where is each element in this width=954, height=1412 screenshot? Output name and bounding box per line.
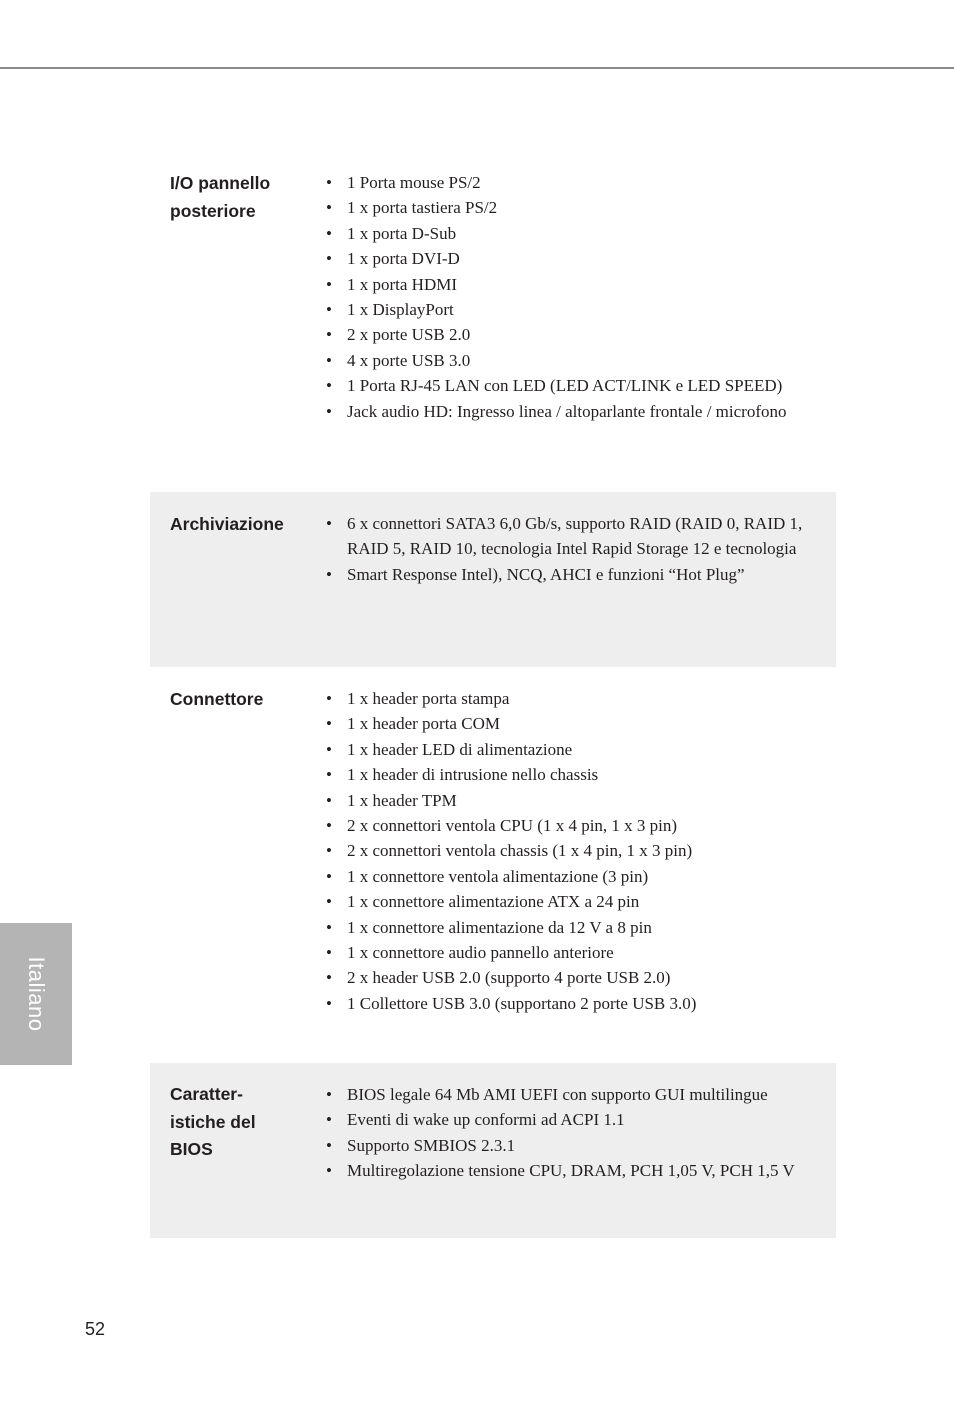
spec-item-text: 1 Porta RJ-45 LAN con LED (LED ACT/LINK e LED SPEED) bbox=[347, 376, 783, 396]
spec-item-text: 1 x header TPM bbox=[347, 790, 457, 810]
bullet-icon: • bbox=[326, 376, 332, 396]
section-label: Caratter- istiche del BIOS bbox=[170, 1084, 256, 1159]
spec-item bbox=[150, 1158, 815, 1183]
bullet-icon: • bbox=[326, 816, 332, 836]
spec-item-text: 1 x header di intrusione nello chassis bbox=[347, 765, 599, 785]
bullet-icon: • bbox=[326, 739, 332, 759]
spec-item bbox=[150, 322, 815, 347]
bullet-icon: • bbox=[326, 892, 332, 912]
bullet-icon: • bbox=[326, 274, 332, 294]
bullet-icon: • bbox=[326, 198, 332, 218]
spec-item bbox=[150, 272, 815, 297]
spec-item-text: Jack audio HD: Ingresso linea / altoparlante frontale / microfono bbox=[347, 401, 787, 421]
language-tab-label: Italiano bbox=[24, 956, 49, 1032]
spec-item-text: 6 x connettori SATA3 6,0 Gb/s, supporto RAID (RAID 0, RAID 1, RAID 5, RAID 10, tecnologia Intel Rapid Storage 12 e tecnologia bbox=[347, 514, 803, 559]
spec-item bbox=[150, 737, 815, 762]
spec-item bbox=[150, 762, 815, 787]
spec-item-text: 1 x porta tastiera PS/2 bbox=[347, 198, 498, 218]
spec-item-text: 4 x porte USB 3.0 bbox=[347, 350, 471, 370]
spec-item-text: 2 x porte USB 2.0 bbox=[347, 325, 471, 345]
spec-item-text: 1 x connettore ventola alimentazione (3 pin) bbox=[347, 866, 649, 886]
spec-item-text: 1 x DisplayPort bbox=[347, 300, 454, 320]
page-number: 52 bbox=[85, 1319, 106, 1339]
bullet-icon: • bbox=[326, 993, 332, 1013]
bullet-icon: • bbox=[326, 223, 332, 243]
spec-item-text: 2 x header USB 2.0 (supporto 4 porte USB 2.0) bbox=[347, 968, 671, 988]
spec-item bbox=[150, 511, 815, 562]
bullet-icon: • bbox=[326, 917, 332, 937]
spec-item bbox=[150, 889, 815, 914]
language-tab bbox=[0, 923, 72, 1065]
spec-item bbox=[150, 940, 815, 965]
spec-item bbox=[150, 1082, 815, 1107]
spec-item-text: 1 x connettore audio pannello anteriore bbox=[347, 943, 614, 963]
bullet-icon: • bbox=[326, 1161, 332, 1181]
section-connectors bbox=[150, 686, 836, 1026]
bullet-icon: • bbox=[326, 350, 332, 370]
spec-item-text: 2 x connettori ventola chassis (1 x 4 pin, 1 x 3 pin) bbox=[347, 841, 693, 861]
bullet-icon: • bbox=[326, 1135, 332, 1155]
spec-list bbox=[150, 511, 815, 587]
spec-item bbox=[150, 838, 815, 863]
section-io-panel bbox=[150, 170, 836, 460]
bullet-icon: • bbox=[326, 173, 332, 192]
bullet-icon: • bbox=[326, 765, 332, 785]
spec-item-text: 1 x porta HDMI bbox=[347, 274, 458, 294]
spec-item-text: 1 x porta DVI-D bbox=[347, 249, 460, 269]
bullet-icon: • bbox=[326, 1110, 332, 1130]
bullet-icon: • bbox=[326, 866, 332, 886]
bullet-icon: • bbox=[326, 401, 332, 421]
spec-item-text: 1 x connettore alimentazione da 12 V a 8 pin bbox=[347, 917, 652, 937]
spec-item-text: 1 x connettore alimentazione ATX a 24 pin bbox=[347, 892, 640, 912]
spec-item bbox=[150, 221, 815, 246]
spec-item-text: Supporto SMBIOS 2.3.1 bbox=[347, 1135, 516, 1155]
spec-item bbox=[150, 195, 815, 220]
spec-item-text: Smart Response Intel), NCQ, AHCI e funzioni “Hot Plug” bbox=[347, 564, 745, 584]
section-label: Archiviazione bbox=[170, 514, 284, 534]
bullet-icon: • bbox=[326, 325, 332, 345]
spec-item bbox=[150, 1133, 815, 1158]
bullet-icon: • bbox=[326, 841, 332, 861]
spec-item bbox=[150, 246, 815, 271]
section-label: Connettore bbox=[170, 689, 264, 709]
spec-item bbox=[150, 864, 815, 889]
spec-item bbox=[150, 297, 815, 322]
bullet-icon: • bbox=[326, 249, 332, 269]
spec-list bbox=[150, 686, 815, 1016]
bullet-icon: • bbox=[326, 790, 332, 810]
section-bios bbox=[150, 1063, 836, 1238]
bullet-icon: • bbox=[326, 968, 332, 988]
spec-item-text: Multiregolazione tensione CPU, DRAM, PCH 1,05 V, PCH 1,5 V bbox=[347, 1161, 795, 1181]
spec-item bbox=[150, 965, 815, 990]
bullet-icon: • bbox=[326, 300, 332, 320]
spec-item-text: 1 Collettore USB 3.0 (supportano 2 porte USB 3.0) bbox=[347, 993, 697, 1013]
bullet-icon: • bbox=[326, 1085, 332, 1104]
header-rule bbox=[0, 67, 954, 69]
spec-item bbox=[150, 373, 815, 398]
spec-item-text: 1 x header porta COM bbox=[347, 714, 500, 734]
spec-item-text: 1 x porta D-Sub bbox=[347, 223, 457, 243]
spec-item bbox=[150, 991, 815, 1016]
spec-item-text: Eventi di wake up conformi ad ACPI 1.1 bbox=[347, 1110, 625, 1130]
spec-list bbox=[150, 1082, 815, 1184]
spec-item-text: 2 x connettori ventola CPU (1 x 4 pin, 1 x 3 pin) bbox=[347, 816, 678, 836]
bullet-icon: • bbox=[326, 514, 332, 533]
spec-item bbox=[150, 170, 815, 195]
spec-item bbox=[150, 1107, 815, 1132]
spec-item-text: 1 x header porta stampa bbox=[347, 689, 510, 708]
spec-item bbox=[150, 788, 815, 813]
spec-item bbox=[150, 915, 815, 940]
spec-item-text: 1 Porta mouse PS/2 bbox=[347, 173, 481, 192]
bullet-icon: • bbox=[326, 943, 332, 963]
spec-item bbox=[150, 813, 815, 838]
spec-list bbox=[150, 170, 815, 424]
spec-item bbox=[150, 562, 815, 587]
spec-item-text: 1 x header LED di alimentazione bbox=[347, 739, 573, 759]
spec-item bbox=[150, 348, 815, 373]
spec-item bbox=[150, 686, 815, 711]
section-storage bbox=[150, 492, 836, 667]
bullet-icon: • bbox=[326, 689, 332, 708]
spec-item bbox=[150, 711, 815, 736]
spec-item-text: BIOS legale 64 Mb AMI UEFI con supporto GUI multilingue bbox=[347, 1085, 768, 1104]
bullet-icon: • bbox=[326, 564, 332, 584]
bullet-icon: • bbox=[326, 714, 332, 734]
spec-item bbox=[150, 399, 815, 424]
section-label: I/O pannello posteriore bbox=[170, 173, 271, 221]
